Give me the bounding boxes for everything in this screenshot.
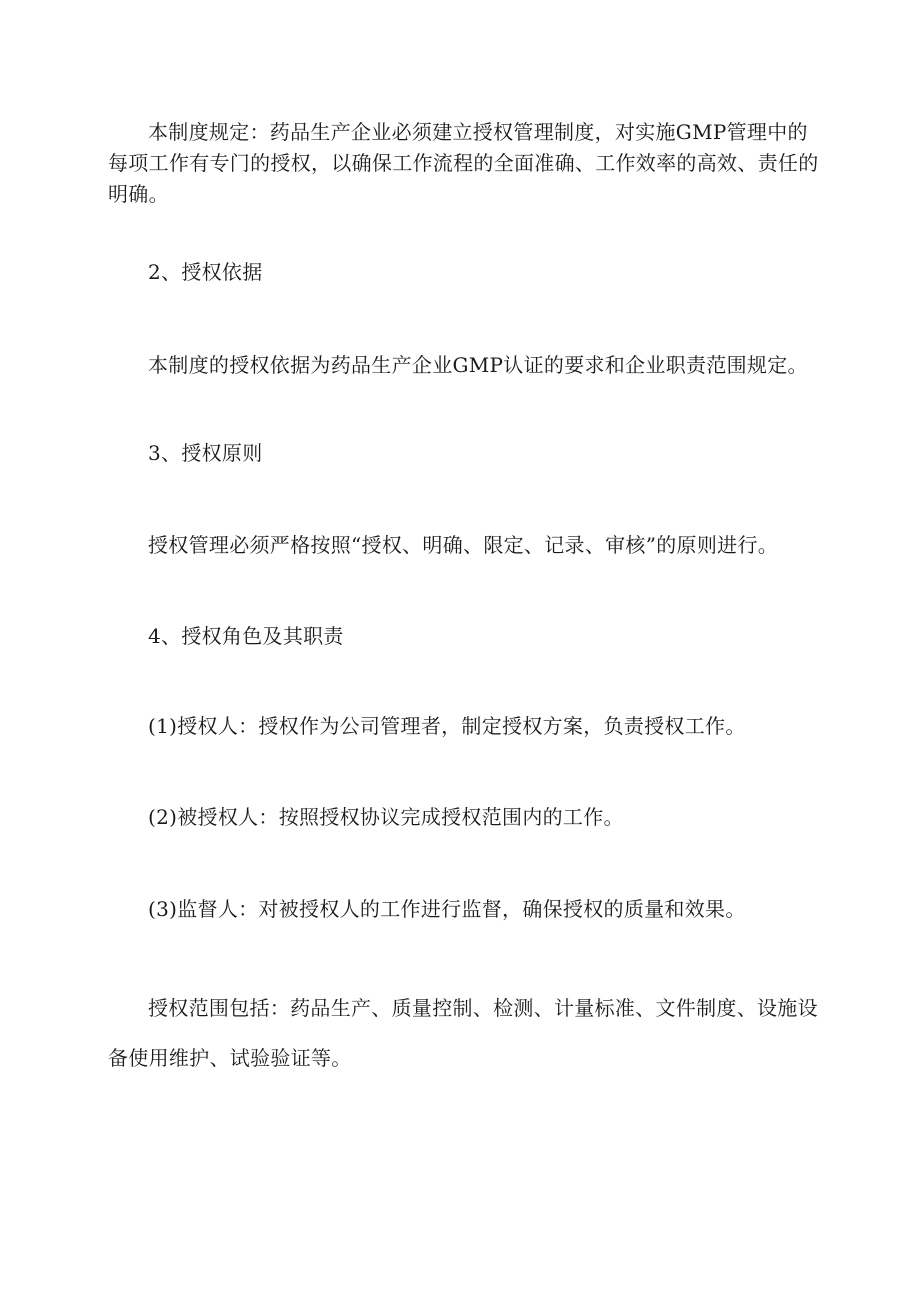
- role-item-authorizer: (1)授权人：授权作为公司管理者，制定授权方案，负责授权工作。: [148, 714, 746, 738]
- role-item-supervisor: (3)监督人：对被授权人的工作进行监督，确保授权的质量和效果。: [148, 897, 746, 921]
- intro-paragraph: 本制度规定：药品生产企业必须建立授权管理制度，对实施GMP管理中的每项工作有专门的授权，以确保工作流程的全面准确、工作效率的高效、责任的明确。: [108, 120, 819, 206]
- section-3-heading: 3、授权原则: [148, 441, 263, 465]
- role-item-authorized: (2)被授权人：按照授权协议完成授权范围内的工作。: [148, 805, 624, 829]
- section-4-heading: 4、授权角色及其职责: [148, 624, 344, 648]
- section-2-body: 本制度的授权依据为药品生产企业GMP认证的要求和企业职责范围规定。: [148, 353, 808, 377]
- section-2-heading: 2、授权依据: [148, 260, 263, 284]
- scope-paragraph: 授权范围包括：药品生产、质量控制、检测、计量标准、文件制度、设施设备使用维护、试验验证等。: [108, 996, 818, 1070]
- section-3-body: 授权管理必须严格按照“授权、明确、限定、记录、审核”的原则进行。: [148, 533, 779, 557]
